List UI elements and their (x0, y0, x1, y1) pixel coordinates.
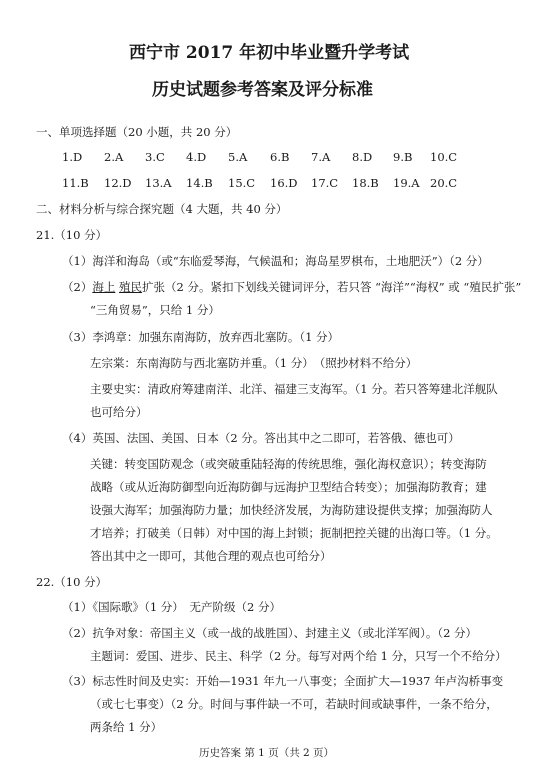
choice-answer: 9.B (393, 150, 413, 164)
q22-answer-1: （1）《国际歌》（1 分） 无产阶级（2 分） (62, 600, 282, 614)
page-footer: 历史答案 第 1 页（共 2 页） (199, 747, 335, 759)
q21-answer-1: （1）海洋和海岛（或“东临爱琴海，气候温和；海岛星罗棋布，土地肥沃”）（2 分） (62, 254, 489, 268)
q22-answer-3-line-3: 两条给 1 分） (90, 720, 163, 734)
choice-answer: 14.B (186, 176, 213, 190)
q21-answer-3-line-3: 主要史实：清政府筹建南洋、北洋、福建三支海军。（1 分。若只答筹建北洋舰队 (90, 382, 498, 396)
q21-answer-4-line-6: 答出其中之一即可，其他合理的观点也可给分） (90, 549, 332, 563)
choice-answer: 3.C (145, 150, 165, 164)
choice-answer: 12.D (104, 176, 132, 190)
choice-answer: 2.A (104, 150, 124, 164)
choice-answer: 19.A (393, 176, 420, 190)
q22-answer-3-line-1: （3）标志性时间及史实：开始—1931 年九一八事变；全面扩大—1937 年卢沟桥事变 (62, 674, 504, 688)
section1-heading: 一、单项选择题（20 小题，共 20 分） (36, 125, 238, 139)
q21-answer-2-prefix: （2） (62, 280, 93, 294)
choice-answer: 6.B (270, 150, 290, 164)
q22-answer-3-line-2: （或七七事变）（2 分。时间与事件缺一不可，若缺时间或缺事件，一条不给分， (90, 697, 498, 711)
title-line-2: 历史试题参考答案及评分标准 (152, 80, 373, 100)
title-line-1: 西宁市 2017 年初中毕业暨升学考试 (129, 43, 410, 63)
q21-answer-2 (62, 279, 521, 295)
choice-answer: 4.D (186, 150, 207, 164)
q21-answer-3-line-4: 也可给分） (90, 405, 148, 419)
choice-answer: 16.D (270, 176, 298, 190)
q21-answer-2-continued: “三角贸易”，只给 1 分） (90, 303, 220, 317)
q21-answer-3-line-2: 左宗棠：东南海防与西北塞防并重。（1 分） （照抄材料不给分） (90, 356, 418, 370)
choice-answer: 7.A (311, 150, 331, 164)
choice-answer: 18.B (352, 176, 379, 190)
choice-answer: 1.D (62, 150, 83, 164)
section2-heading: 二、材料分析与综合探究题（4 大题，共 40 分） (36, 202, 288, 216)
choice-answer: 15.C (228, 176, 256, 190)
q21-answer-4-line-5: 才培养；打破美（日韩）对中国的海上封锁；扼制把控关键的出海口等。（1 分。 (90, 526, 498, 540)
q22-answer-2-line-2: 主题词：爱国、进步、民主、科学（2 分。每写对两个给 1 分，只写一个不给分） (90, 649, 507, 663)
q21-answer-3-line-1: （3）李鸿章：加强东南海防，放弃西北塞防。（1 分） (62, 330, 340, 344)
choice-answer: 13.A (145, 176, 172, 190)
choice-answer: 11.B (62, 176, 89, 190)
q22-heading: 22.（10 分） (36, 575, 108, 589)
q21-heading: 21.（10 分） (36, 228, 108, 242)
q21-answer-4-line-4: 设强大海军；加强海防力量；加快经济发展，为海防建设提供支撑；加强海防人 (90, 503, 493, 517)
q21-answer-4-line-1: （4）英国、法国、美国、日本（2 分。答出其中之二即可，若答俄、德也可） (62, 431, 460, 445)
choice-answer: 20.C (430, 176, 458, 190)
choice-answer: 10.C (430, 150, 458, 164)
q21-answer-4-line-3: 战略（或从近海防御型向近海防御与远海护卫型结合转变）；加强海防教育；建 (90, 480, 487, 494)
q21-answer-2-text: 扩张（2 分。紧扣下划线关键词评分，若只答 “海洋”“海权” 或 “殖民扩张” (141, 280, 522, 294)
q21-answer-4-line-2: 关键：转变国防观念（或突破重陆轻海的传统思维，强化海权意识）；转变海防 (90, 457, 487, 471)
keyword-underlined: 海上 (92, 280, 116, 294)
keyword-underlined: 殖民 (118, 280, 142, 294)
choice-answer: 5.A (228, 150, 248, 164)
choice-answer: 17.C (311, 176, 339, 190)
choice-answer: 8.D (352, 150, 373, 164)
q22-answer-2-line-1: （2）抗争对象：帝国主义（或一战的战胜国）、封建主义（或北洋军阀）。（2 分） (62, 626, 478, 640)
